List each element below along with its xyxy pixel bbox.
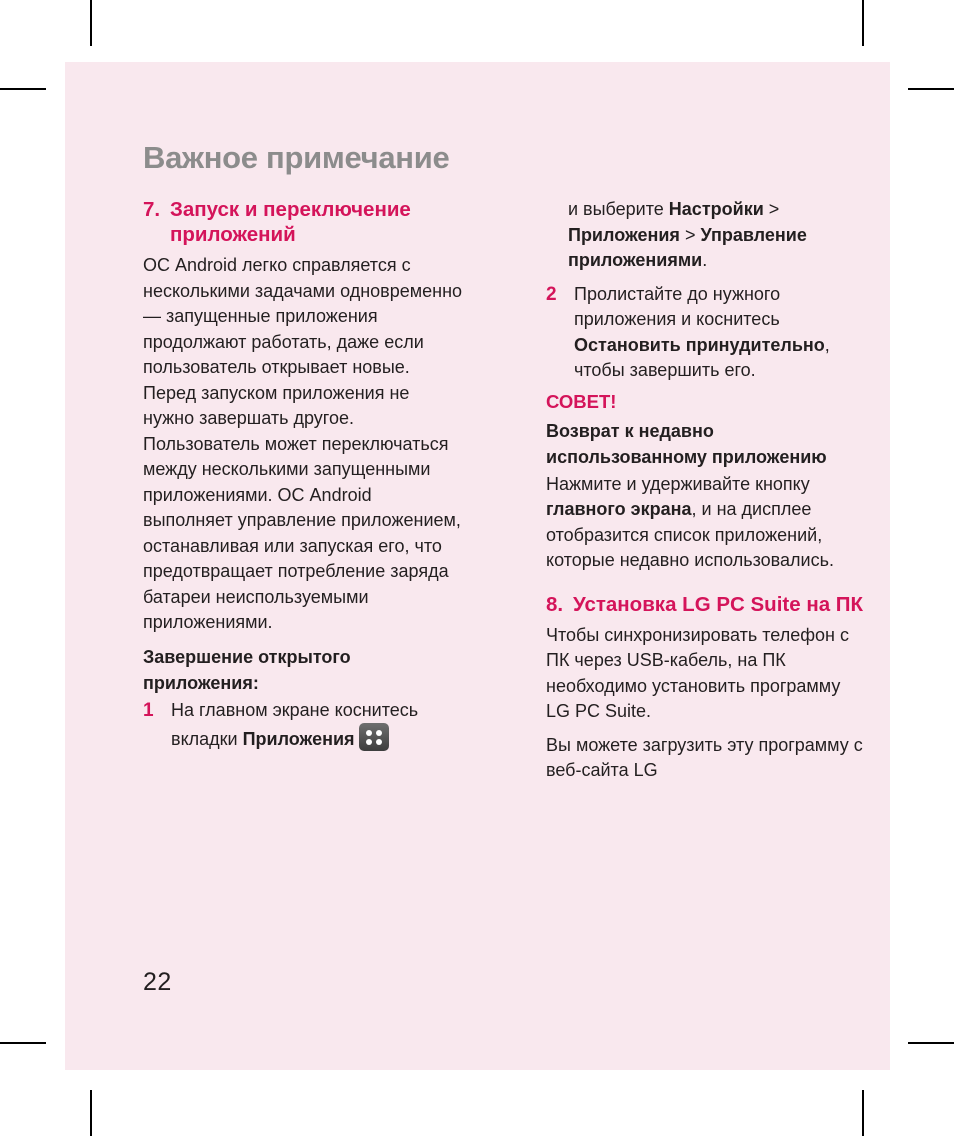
- step-1-cont-sep-2: >: [679, 224, 701, 245]
- crop-mark-bottom-left-horizontal: [0, 1042, 46, 1044]
- section-heading-7: [143, 197, 465, 247]
- section-heading-8: [546, 592, 868, 617]
- section-number-8: 8.: [546, 592, 564, 616]
- step-1-cont-bold-2: Приложения: [568, 224, 680, 245]
- crop-mark-bottom-right-vertical: [862, 1090, 864, 1136]
- apps-grid-icon[interactable]: [359, 723, 389, 751]
- step-1-bold-term: Приложения: [242, 729, 355, 749]
- steps-list-right: [546, 282, 868, 384]
- two-column-body: [143, 197, 868, 1037]
- manual-page: [65, 62, 890, 1070]
- step-1-cont-sep-1: >: [763, 199, 780, 219]
- section-title-7: Запуск и переключение приложений: [170, 198, 411, 246]
- crop-mark-bottom-left-vertical: [90, 1090, 92, 1136]
- step-2-text: Пролистайте до нужного приложения и коснитесь: [574, 283, 781, 329]
- step-1-cont-text: и выберите: [568, 199, 669, 219]
- crop-mark-top-right-vertical: [862, 0, 864, 46]
- step-2-bold-term: Остановить принудительно: [574, 334, 825, 355]
- step-item-1: [143, 698, 465, 753]
- crop-mark-top-right-horizontal: [908, 88, 954, 90]
- step-1-cont-text-after: .: [702, 250, 708, 270]
- tip-bold-term: главного экрана: [546, 499, 692, 519]
- step-marker-1: 1: [143, 699, 154, 721]
- tip-paragraph: [546, 472, 868, 574]
- step-marker-2: 2: [546, 283, 557, 305]
- tip-text-before: Нажмите и удерживайте кнопку: [546, 473, 810, 494]
- crop-mark-top-left-vertical: [90, 0, 92, 46]
- running-head: Важное примечание: [143, 140, 450, 175]
- tip-label: СОВЕТ!: [546, 390, 617, 412]
- step-2-text-after: , чтобы завершить его.: [574, 334, 830, 380]
- right-column: [546, 197, 868, 1037]
- tip-text-after: , и на дисплее отобразится список приложений, которые недавно использовались.: [546, 499, 834, 570]
- page-number: 22: [143, 968, 172, 996]
- left-column: [143, 197, 465, 1037]
- steps-list-left: [143, 698, 465, 753]
- right-paragraph-1: Чтобы синхронизировать телефон с ПК через USB-кабель, на ПК необходимо установить программу LG PC Suite.: [546, 624, 849, 721]
- section-number-7: 7.: [143, 198, 161, 221]
- step-1-cont-bold-1: Настройки: [668, 199, 764, 219]
- crop-mark-bottom-right-horizontal: [908, 1042, 954, 1044]
- step-item-2: [546, 282, 868, 384]
- step-1-continuation: [546, 197, 868, 274]
- left-subheading: Завершение открытого приложения:: [143, 646, 351, 693]
- tip-heading: Возврат к недавно использованному приложению: [546, 420, 827, 467]
- step-1-cont-bold-3: Управление приложениями: [568, 224, 807, 270]
- section-title-8: Установка LG PC Suite на ПК: [573, 592, 864, 616]
- left-paragraph-1: ОС Android легко справляется с несколькими задачами одновременно — запущенные приложения продолжают работать, даже если пользователь открывает новые. Перед запуском приложения не нужно завершать другое. Пользователь может переключаться между несколькими запущенными приложениями. ОС Android выполняет управление приложением, останавливая или запуская его, что предотвращает потребление заряда батареи неиспользуемыми приложениями.: [143, 255, 463, 632]
- step-1-text: На главном экране коснитесь вкладки: [171, 699, 419, 749]
- crop-mark-top-left-horizontal: [0, 88, 46, 90]
- right-paragraph-2: Вы можете загрузить эту программу с веб-сайта LG: [546, 734, 863, 780]
